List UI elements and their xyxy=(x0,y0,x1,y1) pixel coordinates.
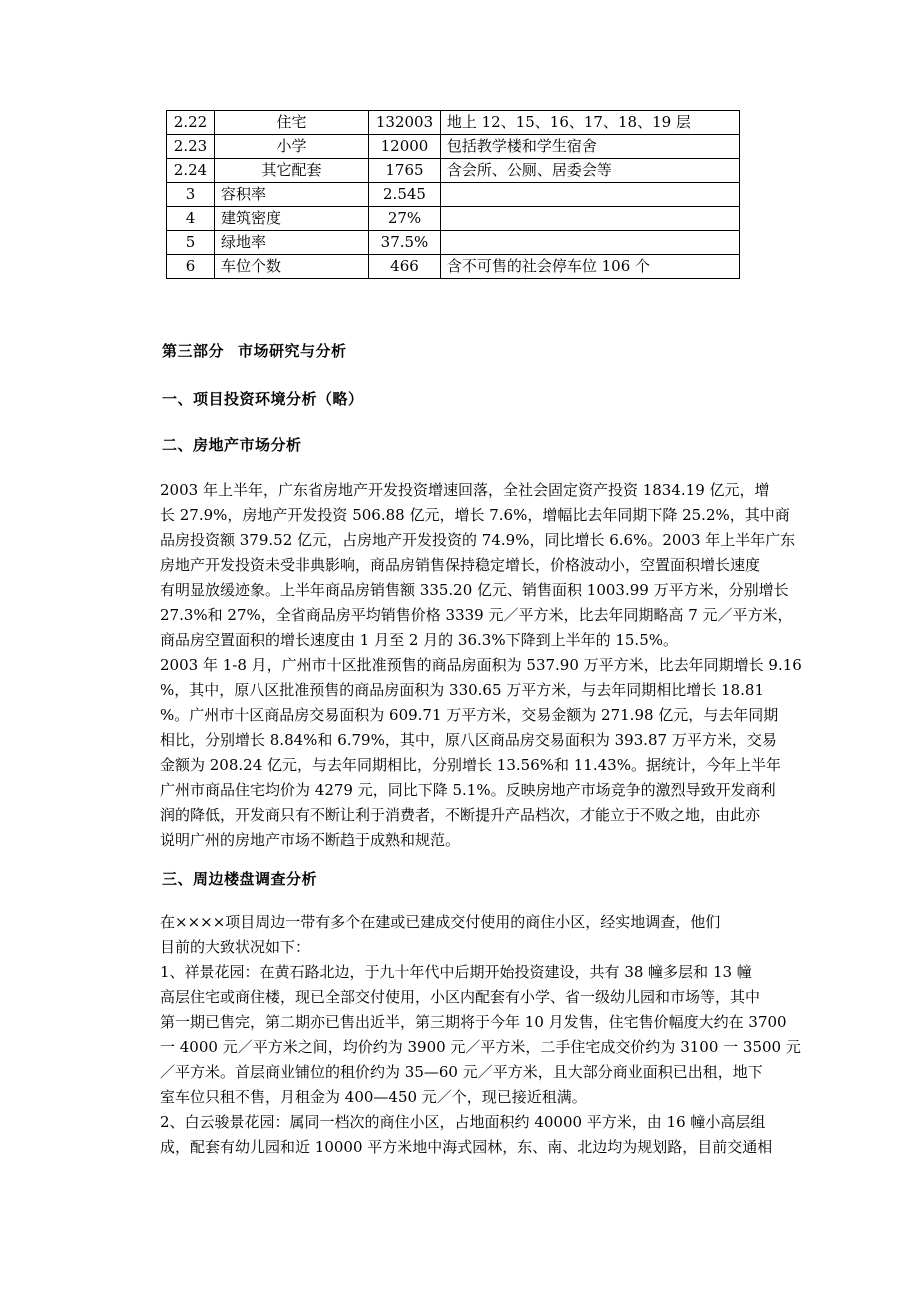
text-line: 室车位只租不售，月租金为 400—450 元／个，现已接近租满。 xyxy=(160,1088,587,1106)
text-line: 相比，分别增长 8.84%和 6.79%，其中，原八区商品房交易面积为 393.87 万平方米，交易 xyxy=(160,731,777,749)
table-row xyxy=(167,135,740,159)
row-note: 含不可售的社会停车位 106 个 xyxy=(440,255,739,279)
section-heading-3: 三、周边楼盘调查分析 xyxy=(162,870,318,888)
text-line: 润的降低，开发商只有不断让利于消费者，不断提升产品档次，才能立于不败之地，由此亦 xyxy=(160,806,761,824)
text-line: 1、祥景花园：在黄石路北边，于九十年代中后期开始投资建设，共有 38 幢多层和 13 幢 xyxy=(160,963,752,981)
paragraph-survey-intro xyxy=(160,910,766,960)
paragraph-xiangjing-garden xyxy=(160,960,801,1110)
row-note: 地上 12、15、16、17、18、19 层 xyxy=(440,111,739,135)
text-line: 在××××项目周边一带有多个在建或已建成交付使用的商住小区，经实地调查，他们 xyxy=(160,913,721,931)
row-item: 绿地率 xyxy=(214,231,368,255)
row-note: 包括教学楼和学生宿舍 xyxy=(440,135,739,159)
text-line: 广州市商品住宅均价为 4279 元，同比下降 5.1%。反映房地产市场竞争的激烈导致开发商利 xyxy=(160,781,776,799)
text-line: 27.3%和 27%，全省商品房平均销售价格 3339 元／平方米，比去年同期略高 7 元／平方米， xyxy=(160,606,793,624)
row-item: 其它配套 xyxy=(214,159,368,183)
text-line: 2、白云骏景花园：属同一档次的商住小区，占地面积约 40000 平方米，由 16 幢小高层组 xyxy=(160,1113,766,1131)
text-line: 商品房空置面积的增长速度由 1 月至 2 月的 36.3%下降到上半年的 15.5%。 xyxy=(160,631,679,649)
text-line: 金额为 208.24 亿元，与去年同期相比，分别增长 13.56%和 11.43%。据统计，今年上半年 xyxy=(160,756,781,774)
text-line: ／平方米。首层商业铺位的租价约为 35—60 元／平方米，且大部分商业面积已出租，地下 xyxy=(160,1063,763,1081)
paragraph-baiyun-junjing-garden xyxy=(160,1110,773,1160)
row-number: 2.24 xyxy=(167,159,215,183)
row-number: 6 xyxy=(167,255,215,279)
row-item: 车位个数 xyxy=(214,255,368,279)
text-line: 目前的大致状况如下： xyxy=(160,938,311,956)
text-line: 2003 年 1-8 月，广州市十区批准预售的商品房面积为 537.90 万平方米，比去年同期增长 9.16 xyxy=(160,656,802,674)
row-value: 132003 xyxy=(369,111,441,135)
text-line: %。广州市十区商品房交易面积为 609.71 万平方米，交易金额为 271.98 亿元，与去年同期 xyxy=(160,706,779,724)
row-number: 5 xyxy=(167,231,215,255)
part-number: 第三部分 xyxy=(162,342,225,360)
text-line: 说明广州的房地产市场不断趋于成熟和规范。 xyxy=(160,831,461,849)
row-item: 小学 xyxy=(214,135,368,159)
part-heading xyxy=(162,340,347,361)
row-value: 37.5% xyxy=(369,231,441,255)
table-row xyxy=(167,207,740,231)
section-heading-2: 二、房地产市场分析 xyxy=(162,436,302,454)
row-number: 2.22 xyxy=(167,111,215,135)
text-line: 成，配套有幼儿园和近 10000 平方米地中海式园林，东、南、北边均为规划路，目前交通相 xyxy=(160,1138,773,1156)
row-value: 2.545 xyxy=(369,183,441,207)
text-line: 高层住宅或商住楼，现已全部交付使用，小区内配套有小学、省一级幼儿园和市场等，其中 xyxy=(160,988,761,1006)
row-item: 容积率 xyxy=(214,183,368,207)
table-row xyxy=(167,183,740,207)
row-number: 4 xyxy=(167,207,215,231)
table-row xyxy=(167,159,740,183)
text-line: 品房投资额 379.52 亿元，占房地产开发投资的 74.9%，同比增长 6.6%。2003 年上半年广东 xyxy=(160,531,796,549)
row-value: 12000 xyxy=(369,135,441,159)
text-line: 2003 年上半年，广东省房地产开发投资增速回落，全社会固定资产投资 1834.19 亿元，增 xyxy=(160,481,770,499)
section-heading-1: 一、项目投资环境分析（略） xyxy=(162,390,364,408)
row-value: 1765 xyxy=(369,159,441,183)
row-note: 含会所、公厕、居委会等 xyxy=(440,159,739,183)
text-line: 长 27.9%，房地产开发投资 506.88 亿元，增长 7.6%，增幅比去年同期下降 25.2%，其中商 xyxy=(160,506,790,524)
row-value: 27% xyxy=(369,207,441,231)
text-line: %，其中，原八区批准预售的商品房面积为 330.65 万平方米，与去年同期相比增长 18.81 xyxy=(160,681,764,699)
row-note xyxy=(440,183,739,207)
row-note xyxy=(440,231,739,255)
row-item: 住宅 xyxy=(214,111,368,135)
table-row xyxy=(167,111,740,135)
part-title: 市场研究与分析 xyxy=(238,342,347,360)
paragraph-guangzhou-market xyxy=(160,653,802,853)
row-item: 建筑密度 xyxy=(214,207,368,231)
row-number: 2.23 xyxy=(167,135,215,159)
row-note xyxy=(440,207,739,231)
text-line: 有明显放缓迹象。上半年商品房销售额 335.20 亿元、销售面积 1003.99 万平方米，分别增长 xyxy=(160,581,789,599)
table-row xyxy=(167,255,740,279)
row-value: 466 xyxy=(369,255,441,279)
row-number: 3 xyxy=(167,183,215,207)
paragraph-guangdong-market xyxy=(160,478,796,653)
text-line: 一 4000 元／平方米之间，均价约为 3900 元／平方米，二手住宅成交价约为 3100 一 3500 元 xyxy=(160,1038,801,1056)
text-line: 第一期已售完，第二期亦已售出近半，第三期将于今年 10 月发售，住宅售价幅度大约在 3700 xyxy=(160,1013,787,1031)
table-row xyxy=(167,231,740,255)
indicator-table xyxy=(166,110,740,279)
text-line: 房地产开发投资未受非典影响，商品房销售保持稳定增长，价格波动小，空置面积增长速度 xyxy=(160,556,761,574)
